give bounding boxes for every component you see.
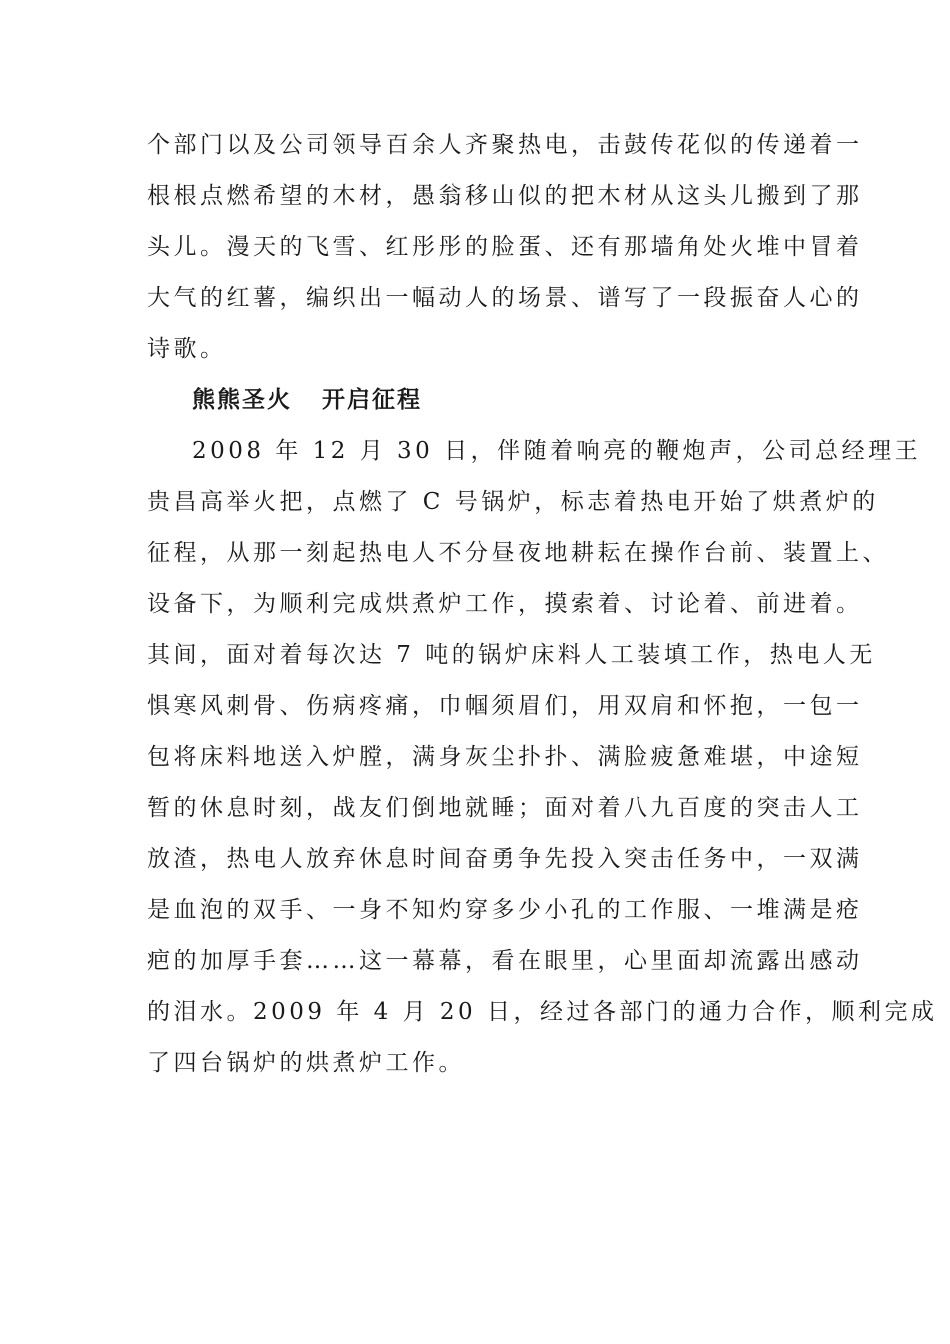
- text-line: 了四台锅炉的烘煮炉工作。: [147, 1050, 465, 1076]
- text-line: 贵昌高举火把，点燃了 C 号锅炉，标志着热电开始了烘煮炉的: [147, 489, 879, 515]
- text-line: 惧寒风刺骨、伤病疼痛，巾帼须眉们，用双肩和怀抱，一包一: [147, 693, 863, 719]
- text-line: 其间，面对着每次达 7 吨的锅炉床料人工装填工作，热电人无: [147, 642, 876, 668]
- text-line: 诗歌。: [147, 336, 227, 362]
- section-heading: 熊熊圣火 开启征程: [192, 387, 423, 413]
- text-line: 2008 年 12 月 30 日，伴随着响亮的鞭炮声，公司总经理王: [192, 438, 922, 464]
- text-line: 根根点燃希望的木材，愚翁移山似的把木材从这头儿搬到了那: [147, 183, 863, 209]
- paragraph-2: [147, 432, 938, 1095]
- paragraph-1: [147, 126, 863, 381]
- text-line: 疤的加厚手套……这一幕幕，看在眼里，心里面却流露出感动: [147, 948, 863, 974]
- text-line: 是血泡的双手、一身不知灼穿多少小孔的工作服、一堆满是疮: [147, 897, 863, 923]
- text-line: 设备下，为顺利完成烘煮炉工作，摸索着、讨论着、前进着。: [147, 591, 863, 617]
- text-line: 个部门以及公司领导百余人齐聚热电，击鼓传花似的传递着一: [147, 132, 863, 158]
- text-line: 大气的红薯，编织出一幅动人的场景、谱写了一段振奋人心的: [147, 285, 863, 311]
- text-line: 包将床料地送入炉膛，满身灰尘扑扑、满脸疲惫难堪，中途短: [147, 744, 863, 770]
- text-line: 征程，从那一刻起热电人不分昼夜地耕耘在操作台前、装置上、: [147, 540, 889, 566]
- text-line: 的泪水。2009 年 4 月 20 日，经过各部门的通力合作，顺利完成: [147, 999, 938, 1025]
- document-body: [147, 126, 938, 1095]
- text-line: 头儿。漫天的飞雪、红彤彤的脸蛋、还有那墙角处火堆中冒着: [147, 234, 863, 260]
- text-line: 放渣，热电人放弃休息时间奋勇争先投入突击任务中，一双满: [147, 846, 863, 872]
- text-line: 暂的休息时刻，战友们倒地就睡；面对着八九百度的突击人工: [147, 795, 863, 821]
